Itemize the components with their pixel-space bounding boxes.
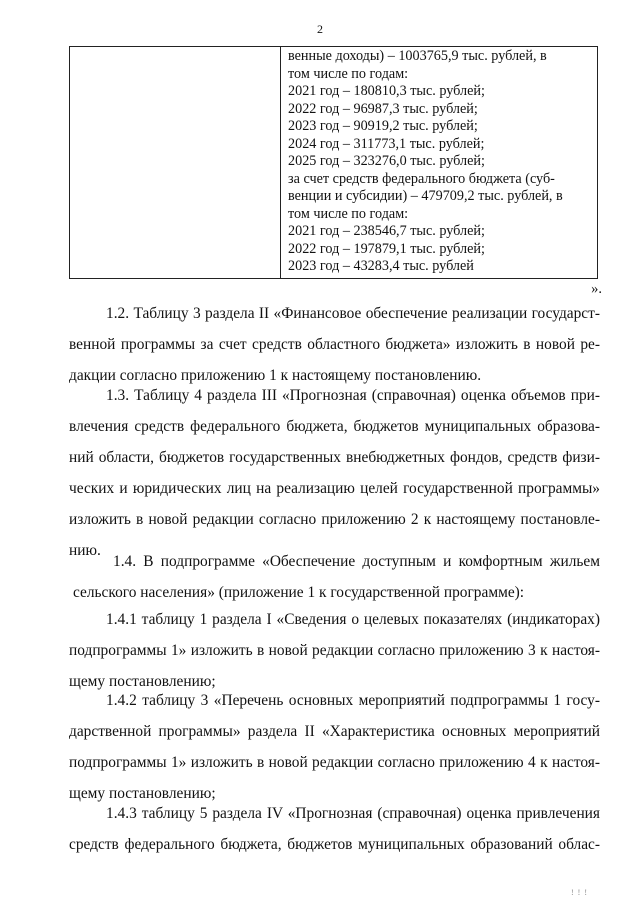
paragraph-1-4	[73, 546, 600, 608]
paragraph-1-4-1	[69, 604, 600, 697]
scan-mark: ! ! !	[571, 888, 588, 897]
paragraph-1-3	[69, 380, 600, 566]
table-line: венции и субсидии) – 479709,2 тыс. рублей, в	[288, 188, 563, 204]
paragraph-line: сельского населения» (приложение 1 к государственной программе):	[73, 584, 525, 601]
paragraph-line: 1.4.2 таблицу 3 «Перечень основных мероприятий подпрограммы 1 госу-	[106, 692, 600, 709]
paragraph-line: 1.3. Таблицу 4 раздела III «Прогнозная (справочная) оценка объемов при-	[106, 387, 600, 404]
paragraph-line: дарственной программы» раздела II «Характеристика основных мероприятий	[69, 723, 600, 740]
paragraph-line: изложить в новой редакции согласно приложению 2 к настоящему постановле-	[69, 511, 600, 528]
table-line: 2022 год – 96987,3 тыс. рублей;	[288, 100, 478, 117]
table-line: 2023 год – 43283,4 тыс. рублей	[288, 258, 474, 274]
paragraph-1-2	[69, 298, 600, 391]
paragraph-line: 1.4.1 таблицу 1 раздела I «Сведения о целевых показателях (индикаторах)	[106, 611, 600, 628]
paragraph-line: венной программы за счет средств областного бюджета» изложить в новой ре-	[69, 336, 600, 353]
paragraph-line: нию.	[69, 542, 101, 559]
page-number: 2	[317, 22, 323, 36]
closing-quote: ».	[591, 281, 602, 297]
finance-table	[69, 46, 598, 279]
paragraph-line: щему постановлению;	[69, 785, 216, 802]
table-line: 2025 год – 323276,0 тыс. рублей;	[288, 153, 485, 169]
table-line: венные доходы) – 1003765,9 тыс. рублей, в	[288, 48, 547, 64]
paragraph-line: 1.4. В подпрограмме «Обеспечение доступным и комфортным жильем	[113, 553, 600, 570]
paragraph-line: 1.4.3 таблицу 5 раздела IV «Прогнозная (справочная) оценка привлечения	[106, 805, 600, 822]
table-line: за счет средств федерального бюджета (суб-	[288, 170, 555, 187]
table-line: том числе по годам:	[288, 65, 409, 82]
paragraph-line: влечения средств федерального бюджета, бюджетов муниципальных образова-	[69, 418, 600, 435]
paragraph-line: подпрограммы 1» изложить в новой редакции согласно приложению 4 к настоя-	[69, 754, 600, 771]
paragraph-1-4-3	[69, 798, 600, 860]
table-line: 2023 год – 90919,2 тыс. рублей;	[288, 118, 478, 134]
paragraph-line: щему постановлению;	[69, 673, 216, 690]
table-line: 2021 год – 180810,3 тыс. рублей;	[288, 83, 485, 99]
table-left-cell	[70, 47, 281, 278]
table-line: 2024 год – 311773,1 тыс. рублей;	[288, 135, 485, 152]
table-right-cell	[281, 47, 597, 278]
paragraph-1-4-2	[69, 685, 600, 809]
paragraph-line: 1.2. Таблицу 3 раздела II «Финансовое обеспечение реализации государст-	[106, 305, 600, 322]
paragraph-line: ний области, бюджетов государственных внебюджетных фондов, средств физи-	[69, 449, 600, 466]
paragraph-line: подпрограммы 1» изложить в новой редакции согласно приложению 3 к настоя-	[69, 642, 600, 659]
paragraph-line: дакции согласно приложению 1 к настоящему постановлению.	[69, 367, 482, 384]
paragraph-line: средств федерального бюджета, бюджетов муниципальных образований облас-	[69, 836, 600, 853]
table-line: том числе по годам:	[288, 205, 409, 222]
paragraph-line: ческих и юридических лиц на реализацию целей государственной программы»	[69, 480, 600, 497]
table-line: 2021 год – 238546,7 тыс. рублей;	[288, 223, 485, 239]
table-line: 2022 год – 197879,1 тыс. рублей;	[288, 240, 485, 257]
